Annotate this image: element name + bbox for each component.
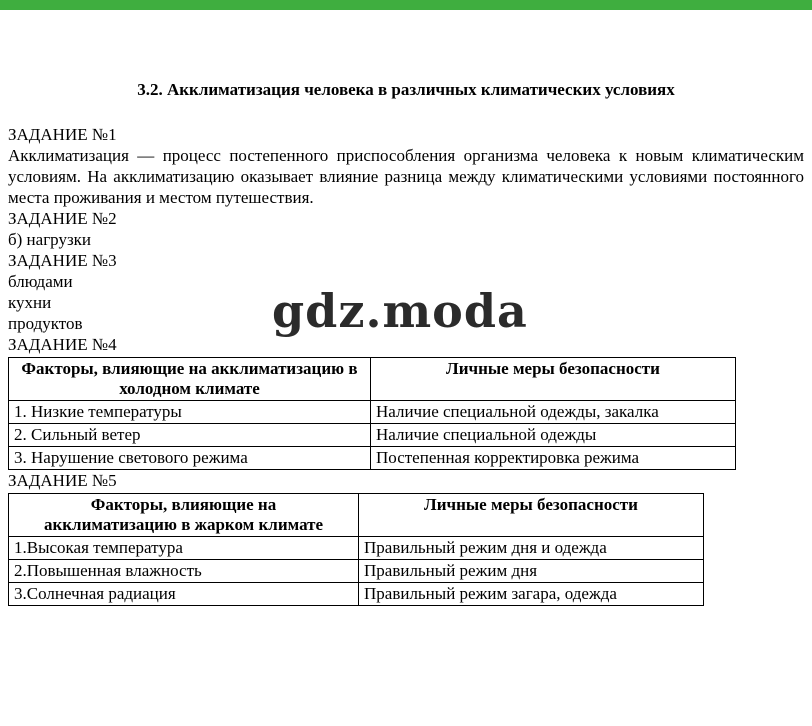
factor-cell: 2.Повышенная влажность (9, 560, 359, 583)
top-accent-bar (0, 0, 812, 10)
measures-header: Личные меры безопасности (359, 494, 704, 537)
factors-header: Факторы, влияющие на акклиматизацию в холодном климате (9, 358, 371, 401)
table-row (9, 560, 704, 583)
factors-header (9, 494, 359, 537)
table-header-row (9, 358, 736, 401)
measure-cell: Наличие специальной одежды (371, 424, 736, 447)
table-row (9, 447, 736, 470)
factor-cell: 3.Солнечная радиация (9, 583, 359, 606)
task3-answer-3: продуктов (8, 314, 83, 333)
task4-label: ЗАДАНИЕ №4 (8, 335, 117, 354)
factor-cell: 1.Высокая температура (9, 537, 359, 560)
factor-cell: 1. Низкие температуры (9, 401, 371, 424)
document-page (0, 80, 812, 606)
measure-cell: Правильный режим дня и одежда (359, 537, 704, 560)
measure-cell: Наличие специальной одежды, закалка (371, 401, 736, 424)
table-row (9, 583, 704, 606)
table-row (9, 424, 736, 447)
page-title: 3.2. Акклиматизация человека в различных климатических условиях (137, 80, 675, 99)
factors-header-text: Факторы, влияющие на акклиматизацию в жарком климате (43, 495, 324, 534)
task1-label: ЗАДАНИЕ №1 (8, 125, 117, 144)
factor-cell: 3. Нарушение светового режима (9, 447, 371, 470)
hot-climate-table (8, 493, 704, 606)
task1-answer-text: Акклиматизация — процесс постепенного приспособления организма человека к новым климатическим условиям. На акклиматизацию оказывает влияние разница между климатическими условиями постоянного места проживания и местом путешествия. (8, 146, 804, 207)
measure-cell: Правильный режим дня (359, 560, 704, 583)
watermark: gdz.moda (272, 284, 528, 338)
table-row (9, 537, 704, 560)
measure-cell: Правильный режим загара, одежда (359, 583, 704, 606)
task2-answer: б) нагрузки (8, 230, 92, 249)
measure-cell: Постепенная корректировка режима (371, 447, 736, 470)
table-header-row (9, 494, 704, 537)
task5-label: ЗАДАНИЕ №5 (8, 471, 117, 490)
task2-label: ЗАДАНИЕ №2 (8, 209, 117, 228)
cold-climate-table (8, 357, 736, 470)
factor-cell: 2. Сильный ветер (9, 424, 371, 447)
measures-header: Личные меры безопасности (371, 358, 736, 401)
task3-label: ЗАДАНИЕ №3 (8, 251, 117, 270)
task3-answer-1: блюдами (8, 272, 73, 291)
task3-answer-2: кухни (8, 293, 52, 312)
table-row (9, 401, 736, 424)
